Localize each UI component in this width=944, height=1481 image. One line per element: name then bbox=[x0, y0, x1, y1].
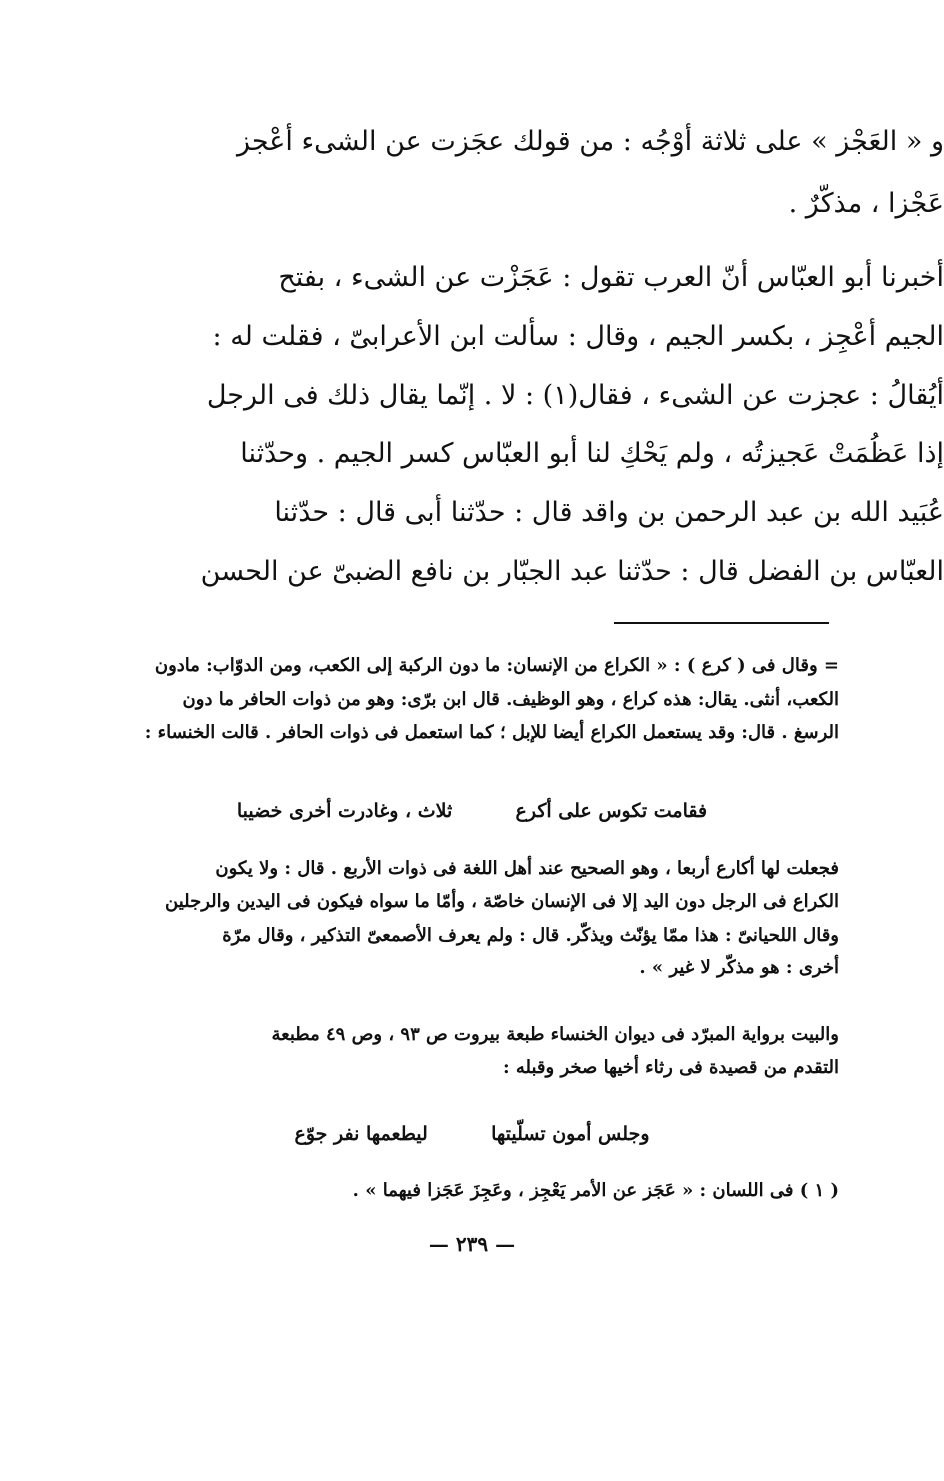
footnote-line-b1: فجعلت لها أكارع أربعا ، وهو الصحيح عند أهل اللغة فى ذوات الأربع . قال : ولا يكون bbox=[215, 858, 839, 879]
verse-1-second-hemistich: ثلاث ، وغادرت أخرى خضيبا bbox=[236, 800, 453, 822]
paragraph-2-line-1: أخبرنا أبو العبّاس أنّ العرب تقول : عَجَزْت عن الشىء ، بفتح bbox=[278, 262, 944, 293]
footnote-line-a2: الكعب، أنثى. يقال: هذه كراع ، وهو الوظيف. قال ابن برّى: وهو من ذوات الحافر ما دون bbox=[182, 689, 839, 710]
footnote-separator bbox=[614, 622, 829, 624]
verse-1 bbox=[0, 800, 944, 822]
paragraph-2-line-4: إذا عَظُمَتْ عَجيزتُه ، ولم يَحْكِ لنا أبو العبّاس كسر الجيم . وحدّثنا bbox=[240, 438, 944, 469]
verse-2-second-hemistich: ليطعمها نفر جوّع bbox=[294, 1123, 428, 1145]
footnote-line-b4: أخرى : هو مذكّر لا غير » . bbox=[639, 957, 839, 978]
verse-2 bbox=[0, 1123, 944, 1145]
footnote-line-c1: والبيت برواية المبرّد فى ديوان الخنساء طبعة بيروت ص ٩٣ ، وص ٤٩ مطبعة bbox=[271, 1024, 839, 1045]
footnote-line-a3: الرسغ . قال: وقد يستعمل الكراع أيضا للإبل ؛ كما استعمل فى ذوات الحافر . قالت الخنساء : bbox=[144, 722, 839, 743]
footnote-line-b3: وقال اللحيانىّ : هذا ممّا يؤنّث ويذكّر. قال : ولم يعرف الأصمعىّ التذكير ، وقال مرّة bbox=[222, 925, 839, 946]
paragraph-2-line-3: أيُقالُ : عجزت عن الشىء ، فقال(١) : لا . إنّما يقال ذلك فى الرجل bbox=[206, 380, 944, 411]
paragraph-2-line-6: العبّاس بن الفضل قال : حدّثنا عبد الجبّار بن نافع الضبىّ عن الحسن bbox=[200, 556, 944, 587]
paragraph-2-line-2: الجيم أعْجِز ، بكسر الجيم ، وقال : سألت ابن الأعرابىّ ، فقلت له : bbox=[212, 321, 944, 352]
footnote-line-c2: التقدم من قصيدة فى رثاء أخيها صخر وقبله : bbox=[502, 1057, 839, 1078]
footnote-1: ( ١ ) فى اللسان : « عَجَز عن الأمر يَعْجِز ، وعَجِزَ عَجَزا فيهما » . bbox=[352, 1180, 839, 1201]
footnote-line-b2: الكراع فى الرجل دون اليد إلا فى الإنسان خاصّة ، وأمّا ما سواه فيكون فى اليدين والرجلين bbox=[165, 891, 839, 912]
verse-2-first-hemistich: وجلس أمون تسلّيتها bbox=[491, 1123, 650, 1145]
page-number: — ٢٣٩ — bbox=[428, 1232, 516, 1256]
verse-1-first-hemistich: فقامت تكوس على أكرع bbox=[515, 800, 708, 822]
paragraph-2-line-5: عُبَيد الله بن عبد الرحمن بن واقد قال : حدّثنا أبى قال : حدّثنا bbox=[274, 497, 944, 528]
footnote-line-a1: = وقال فى ( كرع ) : « الكراع من الإنسان: ما دون الركبة إلى الكعب، ومن الدوّاب: مادون bbox=[154, 655, 839, 676]
paragraph-1-line-1: و « العَجْز » على ثلاثة أوْجُه : من قولك عجَزت عن الشىء أعْجز bbox=[236, 126, 944, 157]
paragraph-1-line-2: عَجْزا ، مذكّرٌ . bbox=[788, 188, 944, 219]
